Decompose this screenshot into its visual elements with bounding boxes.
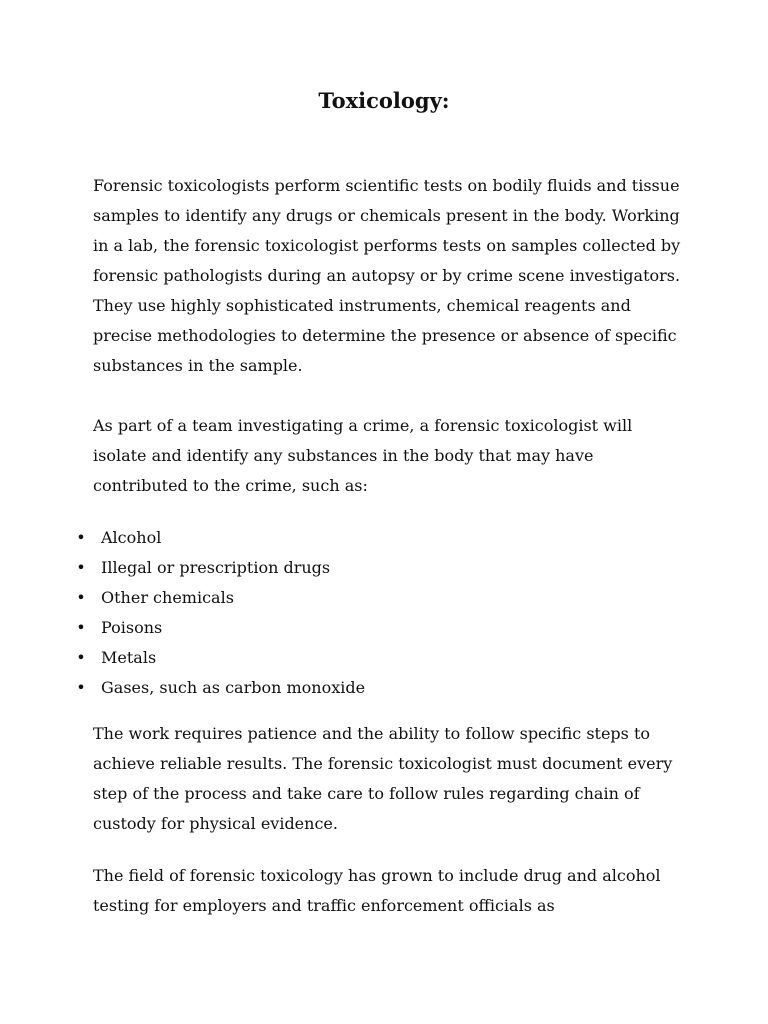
bullet-icon: • — [76, 648, 86, 667]
list-item-text: Other chemicals — [101, 588, 234, 607]
list-item — [0, 673, 700, 703]
substances-list — [0, 523, 700, 703]
list-item — [0, 523, 700, 553]
bullet-icon: • — [76, 528, 86, 547]
list-item — [0, 643, 700, 673]
paragraph-intro: Forensic toxicologists perform scientific tests on bodily fluids and tissue samples to identify any drugs or chemicals present in the body. Working in a lab, the forensic toxicologist performs tests on samples collected by forensic pathologists during an autopsy or by crime scene investigators. They use highly sophisticated instruments, chemical reagents and precise methodologies to determine the presence or absence of specific substances in the sample. — [93, 176, 681, 375]
list-item — [0, 583, 700, 613]
bullet-icon: • — [76, 558, 86, 577]
paragraph-team: As part of a team investigating a crime, a forensic toxicologist will isolate and identify any substances in the body that may have contributed to the crime, such as: — [93, 416, 633, 495]
paragraph-work: The work requires patience and the ability to follow specific steps to achieve reliable results. The forensic toxicologist must document every step of the process and take care to follow rules regarding chain of custody for physical evidence. — [93, 724, 673, 833]
bullet-icon: • — [76, 588, 86, 607]
bullet-icon: • — [76, 618, 86, 637]
paragraph-field: The field of forensic toxicology has grown to include drug and alcohol testing for employers and traffic enforcement officials as — [93, 866, 661, 915]
list-item — [0, 553, 700, 583]
list-item-text: Metals — [101, 648, 157, 667]
list-item-text: Gases, such as carbon monoxide — [101, 678, 366, 697]
list-item-text: Illegal or prescription drugs — [101, 558, 331, 577]
list-item-text: Poisons — [101, 618, 163, 637]
list-item — [0, 613, 700, 643]
page-title: Toxicology: — [318, 88, 450, 113]
bullet-icon: • — [76, 678, 86, 697]
list-item-text: Alcohol — [101, 528, 162, 547]
